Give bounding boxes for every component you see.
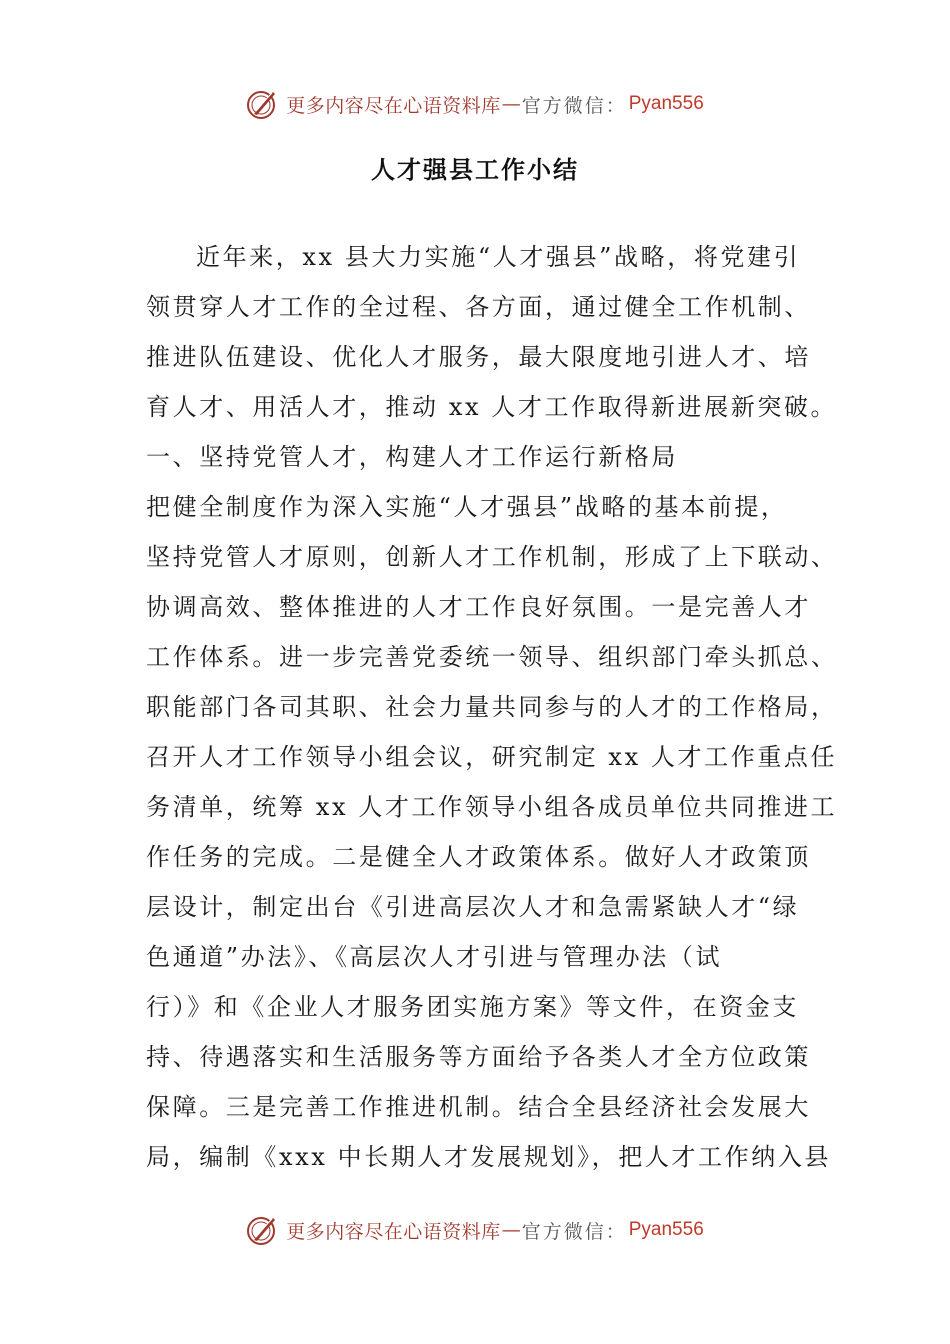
paragraph-line: 职能部门各司其职、社会力量共同参与的人才的工作格局， xyxy=(146,693,838,721)
paragraph-line: 协调高效、整体推进的人才工作良好氛围。一是完善人才 xyxy=(146,593,811,621)
banner-dash: — xyxy=(501,1219,521,1241)
paragraph-line: 坚持党管人才原则，创新人才工作机制，形成了上下联动、 xyxy=(146,543,838,571)
paragraph-line: 召开人才工作领导小组会议，研究制定 xx 人才工作重点任 xyxy=(146,743,838,771)
paragraph-line: 色通道”办法》、《高层次人才引进与管理办法（试 xyxy=(146,943,723,971)
paragraph-line: 近年来，xx 县大力实施“人才强县”战略，将党建引 xyxy=(196,243,801,271)
banner-wechat-id: Pyan556 xyxy=(628,93,704,114)
document-title: 人才强县工作小结 xyxy=(371,155,579,184)
paragraph-line: 领贯穿人才工作的全过程、各方面，通过健全工作机制、 xyxy=(146,293,811,321)
paragraph-line: 务清单，统筹 xx 人才工作领导小组各成员单位共同推进工 xyxy=(146,793,838,821)
paragraph-line: 局，编制《xxx 中长期人才发展规划》，把人才工作纳入县 xyxy=(146,1143,832,1171)
banner-official-label: 官方微信： xyxy=(521,94,627,117)
banner-site-text: 更多内容尽在心语资料库 xyxy=(286,1220,501,1243)
paragraph-line: 作任务的完成。二是健全人才政策体系。做好人才政策顶 xyxy=(146,843,811,871)
paragraph-line: 持、待遇落实和生活服务等方面给予各类人才全方位政策 xyxy=(146,1043,811,1071)
paragraph-line: 层设计，制定出台《引进高层次人才和急需紧缺人才“绿 xyxy=(146,893,800,921)
quill-logo-icon xyxy=(246,87,280,121)
paragraph-line: 把健全制度作为深入实施“人才强县”战略的基本前提， xyxy=(146,493,788,521)
paragraph-line: 推进队伍建设、优化人才服务，最大限度地引进人才、培 xyxy=(146,343,811,371)
paragraph-line: 工作体系。进一步完善党委统一领导、组织部门牵头抓总、 xyxy=(146,643,838,671)
header-banner xyxy=(0,84,950,124)
section-heading: 一、坚持党管人才，构建人才工作运行新格局 xyxy=(146,443,678,471)
paragraph-line: 保障。三是完善工作推进机制。结合全县经济社会发展大 xyxy=(146,1093,811,1121)
paragraph-line: 行）》和《企业人才服务团实施方案》等文件，在资金支 xyxy=(146,993,799,1021)
banner-wechat-id: Pyan556 xyxy=(628,1219,704,1240)
document-body xyxy=(146,232,838,1182)
banner-dash: — xyxy=(501,93,521,115)
banner-official-label: 官方微信： xyxy=(521,1220,627,1243)
banner-site-text: 更多内容尽在心语资料库 xyxy=(286,94,501,117)
quill-logo-icon xyxy=(246,1213,280,1247)
footer-banner xyxy=(0,1210,950,1250)
paragraph-line: 育人才、用活人才，推动 xx 人才工作取得新进展新突破。 xyxy=(146,393,838,421)
